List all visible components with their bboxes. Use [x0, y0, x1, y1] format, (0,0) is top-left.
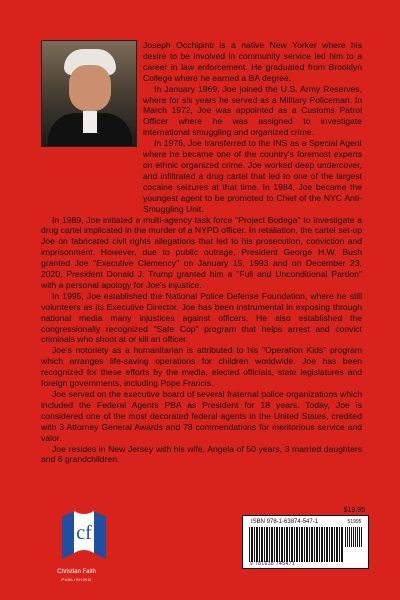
- author-bio: [41, 40, 362, 465]
- isbn-number: ISBN 978-1-63874-547-1: [251, 519, 319, 525]
- barcode-digits: 9 781638 745471: [250, 561, 295, 567]
- bio-paragraph-4: In 1989, Joe initiated a multi-agency task force "Project Bodega" to investigate a drug cartel implicated in the murder of a NYPD officer. In retaliation, the cartel set-up Joe on fabricated civil rights allegations that led to his prosecution, conviction and imprisonment. However, due to public outrage, President George H.W. Bush granted Joe "Executive Clemency" on January 15, 1993 and on December 23, 2020, President Donald J. Trump granted him a "Full and Unconditional Pardon" with a personal apology for Joe's injustice.: [41, 214, 362, 290]
- bio-paragraph-2: In January 1969, Joe joined the U.S. Army Reserves, where for six years he served as a Military Policeman. In March 1972, Joe was appointed as a Customs Patrol Officer where he was assigned to investigate international smuggling and organized crime.: [143, 83, 362, 138]
- publisher-logo-icon: [54, 507, 114, 567]
- barcode-addon-code: 51995: [347, 519, 362, 525]
- bio-paragraph-1: Joseph Occhipinti is a native New Yorker where his desire to be involved in community service led him to a career in law enforcement. He graduated from Brooklyn College where he earned a BA degree.: [143, 40, 362, 83]
- publisher-name-main: Christian Faith: [57, 569, 96, 575]
- bio-paragraph-3: In 1976, Joe transferred to the INS as a Special Agent where he became one of the country's foremost experts on ethnic organized crime. Joe worked deep undercover, and infiltrated a drug cartel that led to one of the largest cocaine seizures at that time. In 1984, Joe became the youngest agent to be promoted to Chief of the NYC Anti-Smuggling Unit.: [143, 138, 362, 214]
- bio-paragraph-7: Joe served on the executive board of several fraternal police organizations which included the Federal Agents PBA as President for 18 years. Today, Joe is considered one of the most decorated federal agents in the United States, credited with 3 Attorney General Awards and 78 commendations for meritorious service and valor.: [41, 389, 362, 443]
- bio-paragraph-8: Joe resides in New Jersey with his wife, Angela of 50 years, 3 married daughters and 6 grandchildren.: [41, 443, 362, 465]
- publisher-name-sub: PUBLISHING: [61, 577, 92, 582]
- book-price: $19.95: [343, 507, 365, 514]
- barcode-area: [242, 515, 369, 569]
- publisher-logo-letters: cf: [76, 522, 92, 544]
- publisher-name: [35, 569, 118, 583]
- barcode-addon-icon: [345, 527, 363, 547]
- bio-paragraph-6: Joe's notoriety as a humanitarian is attributed to his "Operation Kids" program which arranges life-saving operations for children worldwide. Joe has been recognized for these efforts by the media, elected officials, state legislatures and foreign governments, including Pope Francis.: [41, 345, 362, 389]
- bio-paragraph-5: In 1995, Joe established the National Police Defense Foundation, where he still volunteers as its Executive Director. Joe has been instrumental in exposing through national media many injustices against officers. He also established the congressionally recognized "Safe Cop" program that helps arrest and convict criminals who shoot at or kill an officer.: [41, 290, 362, 345]
- barcode-icon: [249, 527, 344, 562]
